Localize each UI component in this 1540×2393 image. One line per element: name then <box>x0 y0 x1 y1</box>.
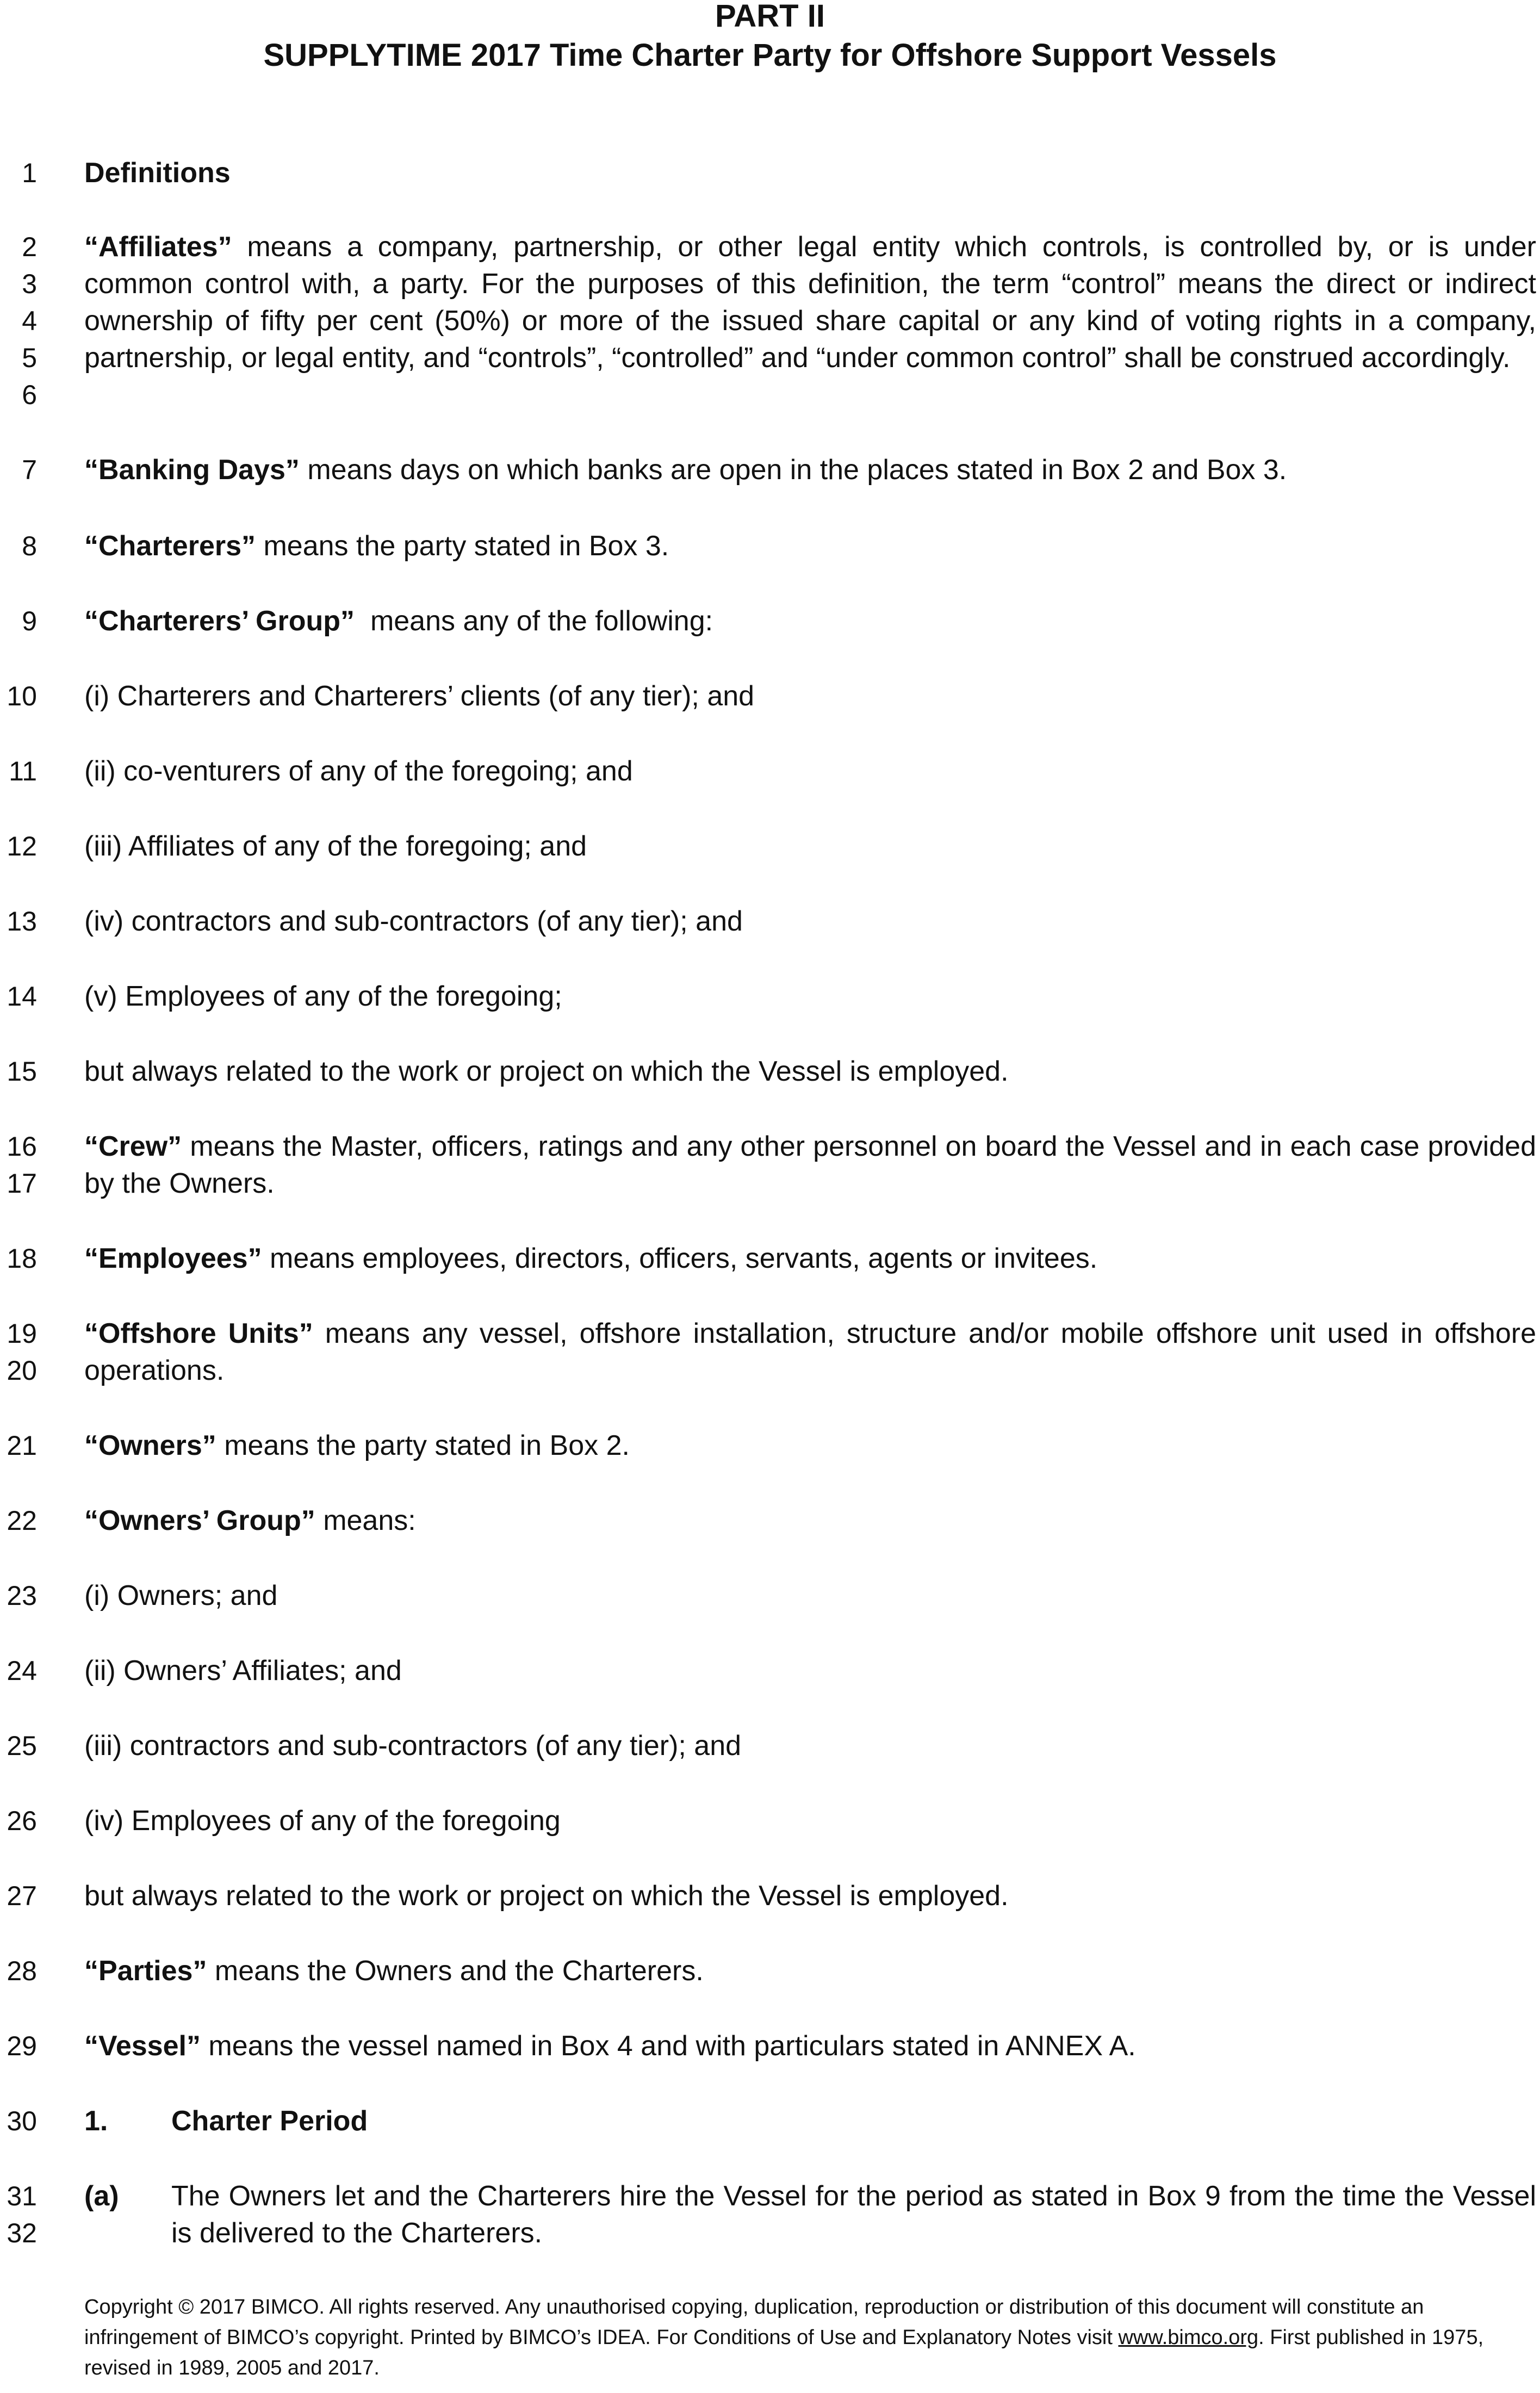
defined-term: “Affiliates” <box>84 231 232 263</box>
line-numbers <box>0 1427 37 1464</box>
defined-term: “Owners” <box>84 1430 216 1461</box>
line-numbers <box>0 1128 37 1202</box>
line-numbers <box>0 1727 37 1764</box>
section-title: Charter Period <box>171 2105 368 2137</box>
list-item-text: (v) Employees of any of the foregoing; <box>84 981 562 1012</box>
list-item-text: (iv) Employees of any of the foregoing <box>84 1805 561 1837</box>
line-number: 16 <box>7 1131 37 1162</box>
defined-term: “Parties” <box>84 1955 207 1987</box>
definition-body: means the Owners and the Charterers. <box>214 1955 704 1987</box>
line-numbers <box>0 1240 37 1277</box>
definition-text <box>84 1952 1536 1989</box>
list-item-text: (i) Charterers and Charterers’ clients (of any tier); and <box>84 680 755 712</box>
line-number: 1 <box>22 158 37 188</box>
defined-term: “Banking Days” <box>84 454 300 486</box>
section-heading <box>84 2103 1536 2140</box>
definition-body: means a company, partnership, or other legal entity which controls, is controlled by, or is under common control with, a party. For the purposes of this definition, the term “control” means the direct or indirect ownership of fifty per cent (50%) or more of the issued share capital or any kind of voting rights in a company, partnership, or legal entity, and “controls”, “controlled” and “under common control” shall be construed accordingly. <box>84 231 1536 374</box>
definition-text <box>84 1427 1536 1464</box>
definition-text <box>84 2028 1536 2065</box>
definition-body: means employees, directors, officers, servants, agents or invitees. <box>270 1243 1098 1274</box>
line-numbers <box>0 451 37 488</box>
defined-term: “Vessel” <box>84 2030 201 2062</box>
line-number: 18 <box>7 1243 37 1274</box>
line-number: 10 <box>7 681 37 711</box>
footer-text: Copyright © 2017 BIMCO. All rights reserved. Any unauthorised copying, duplication, reproduction or distribution of this document will constitute an infringement of BIMCO’s copyright. Printed by BIMCO’s IDEA. For Conditions of Use and Explanatory Notes visit <box>84 2296 1424 2349</box>
list-item-text: (i) Owners; and <box>84 1580 278 1611</box>
bimco-website-link[interactable]: www.bimco.org <box>1118 2326 1259 2349</box>
line-number: 31 <box>7 2181 37 2211</box>
line-number: 26 <box>7 1806 37 1836</box>
line-number: 21 <box>7 1430 37 1461</box>
list-item-text: (ii) co-venturers of any of the foregoing; and <box>84 755 633 787</box>
document-title: SUPPLYTIME 2017 Time Charter Party for Offshore Support Vessels <box>263 38 1277 73</box>
defined-term: “Crew” <box>84 1131 182 1162</box>
line-number: 27 <box>7 1881 37 1911</box>
line-numbers <box>0 2103 37 2140</box>
line-number: 12 <box>7 831 37 861</box>
line-number: 23 <box>7 1580 37 1611</box>
line-numbers <box>0 678 37 715</box>
line-numbers <box>0 828 37 865</box>
clause-label: (a) <box>84 2180 119 2212</box>
line-numbers <box>0 528 37 565</box>
defined-term: “Owners’ Group” <box>84 1505 315 1536</box>
line-number: 7 <box>22 455 37 485</box>
line-numbers <box>0 2028 37 2065</box>
line-number: 25 <box>7 1731 37 1761</box>
list-item-text: (iii) contractors and sub-contractors (of any tier); and <box>84 1730 742 1762</box>
definition-text <box>84 228 1536 376</box>
line-numbers <box>0 228 37 413</box>
line-numbers <box>0 903 37 940</box>
definitions-heading: Definitions <box>84 157 231 189</box>
line-number: 19 <box>7 1318 37 1349</box>
definition-text <box>84 1240 1536 1277</box>
line-numbers <box>0 1315 37 1389</box>
line-numbers <box>0 1053 37 1090</box>
line-number: 32 <box>7 2218 37 2248</box>
list-item-text: but always related to the work or project on which the Vessel is employed. <box>84 1880 1009 1912</box>
definition-text <box>84 603 1536 640</box>
line-number: 3 <box>22 269 37 299</box>
definition-text <box>84 528 1536 565</box>
line-numbers <box>0 1952 37 1989</box>
line-numbers <box>0 603 37 640</box>
defined-term: “Offshore Units” <box>84 1318 313 1349</box>
list-item-text: (iv) contractors and sub-contractors (of any tier); and <box>84 906 743 937</box>
clause-text: The Owners let and the Charterers hire the Vessel for the period as stated in Box 9 from the time the Vessel is delivered to the Charterers. <box>171 2180 1536 2249</box>
definition-body: means the vessel named in Box 4 and with particulars stated in ANNEX A. <box>208 2030 1136 2062</box>
line-number: 13 <box>7 906 37 937</box>
definition-body: means any of the following: <box>370 605 713 637</box>
line-numbers <box>0 154 37 191</box>
section-number: 1. <box>84 2105 108 2137</box>
line-number: 15 <box>7 1056 37 1087</box>
line-number: 2 <box>22 232 37 262</box>
line-number: 22 <box>7 1505 37 1536</box>
line-numbers <box>0 1577 37 1614</box>
definition-text <box>84 1502 1536 1539</box>
footer-text-end: . First published in 1975, revised in 1989, 2005 and 2017. <box>84 2326 1484 2379</box>
line-number: 9 <box>22 606 37 636</box>
definition-body: means the party stated in Box 3. <box>263 530 669 562</box>
defined-term: “Employees” <box>84 1243 262 1274</box>
list-item-text: (ii) Owners’ Affiliates; and <box>84 1655 402 1687</box>
definition-text <box>84 451 1536 488</box>
line-number: 29 <box>7 2031 37 2061</box>
definition-text <box>84 1128 1536 1202</box>
line-numbers <box>0 1877 37 1914</box>
defined-term: “Charterers’ Group” <box>84 605 355 637</box>
line-number: 6 <box>22 380 37 410</box>
definition-body: means: <box>323 1505 416 1536</box>
line-numbers <box>0 1502 37 1539</box>
defined-term: “Charterers” <box>84 530 256 562</box>
line-number: 28 <box>7 1956 37 1986</box>
line-number: 4 <box>22 306 37 336</box>
list-item-text: but always related to the work or project on which the Vessel is employed. <box>84 1056 1009 1087</box>
line-number: 17 <box>7 1168 37 1199</box>
line-number: 5 <box>22 343 37 373</box>
line-number: 14 <box>7 981 37 1012</box>
line-numbers <box>0 978 37 1015</box>
line-number: 11 <box>9 756 37 786</box>
definition-body: means the Master, officers, ratings and any other personnel on board the Vessel and in each case provided by the Owners. <box>84 1131 1536 1199</box>
list-item-text: (iii) Affiliates of any of the foregoing; and <box>84 830 587 862</box>
line-number: 24 <box>7 1656 37 1686</box>
line-numbers <box>0 1802 37 1839</box>
copyright-footer <box>84 2292 1536 2383</box>
definition-body: means any vessel, offshore installation, structure and/or mobile offshore unit used in offshore operations. <box>84 1318 1536 1386</box>
line-number: 30 <box>7 2106 37 2136</box>
definition-text <box>84 1315 1536 1389</box>
line-numbers <box>0 2178 37 2252</box>
line-numbers <box>0 753 37 790</box>
definition-body: means the party stated in Box 2. <box>224 1430 630 1461</box>
line-number: 8 <box>22 531 37 561</box>
definition-body: means days on which banks are open in the places stated in Box 2 and Box 3. <box>307 454 1287 486</box>
line-number: 20 <box>7 1355 37 1386</box>
part-heading: PART II <box>715 0 825 34</box>
line-numbers <box>0 1652 37 1689</box>
